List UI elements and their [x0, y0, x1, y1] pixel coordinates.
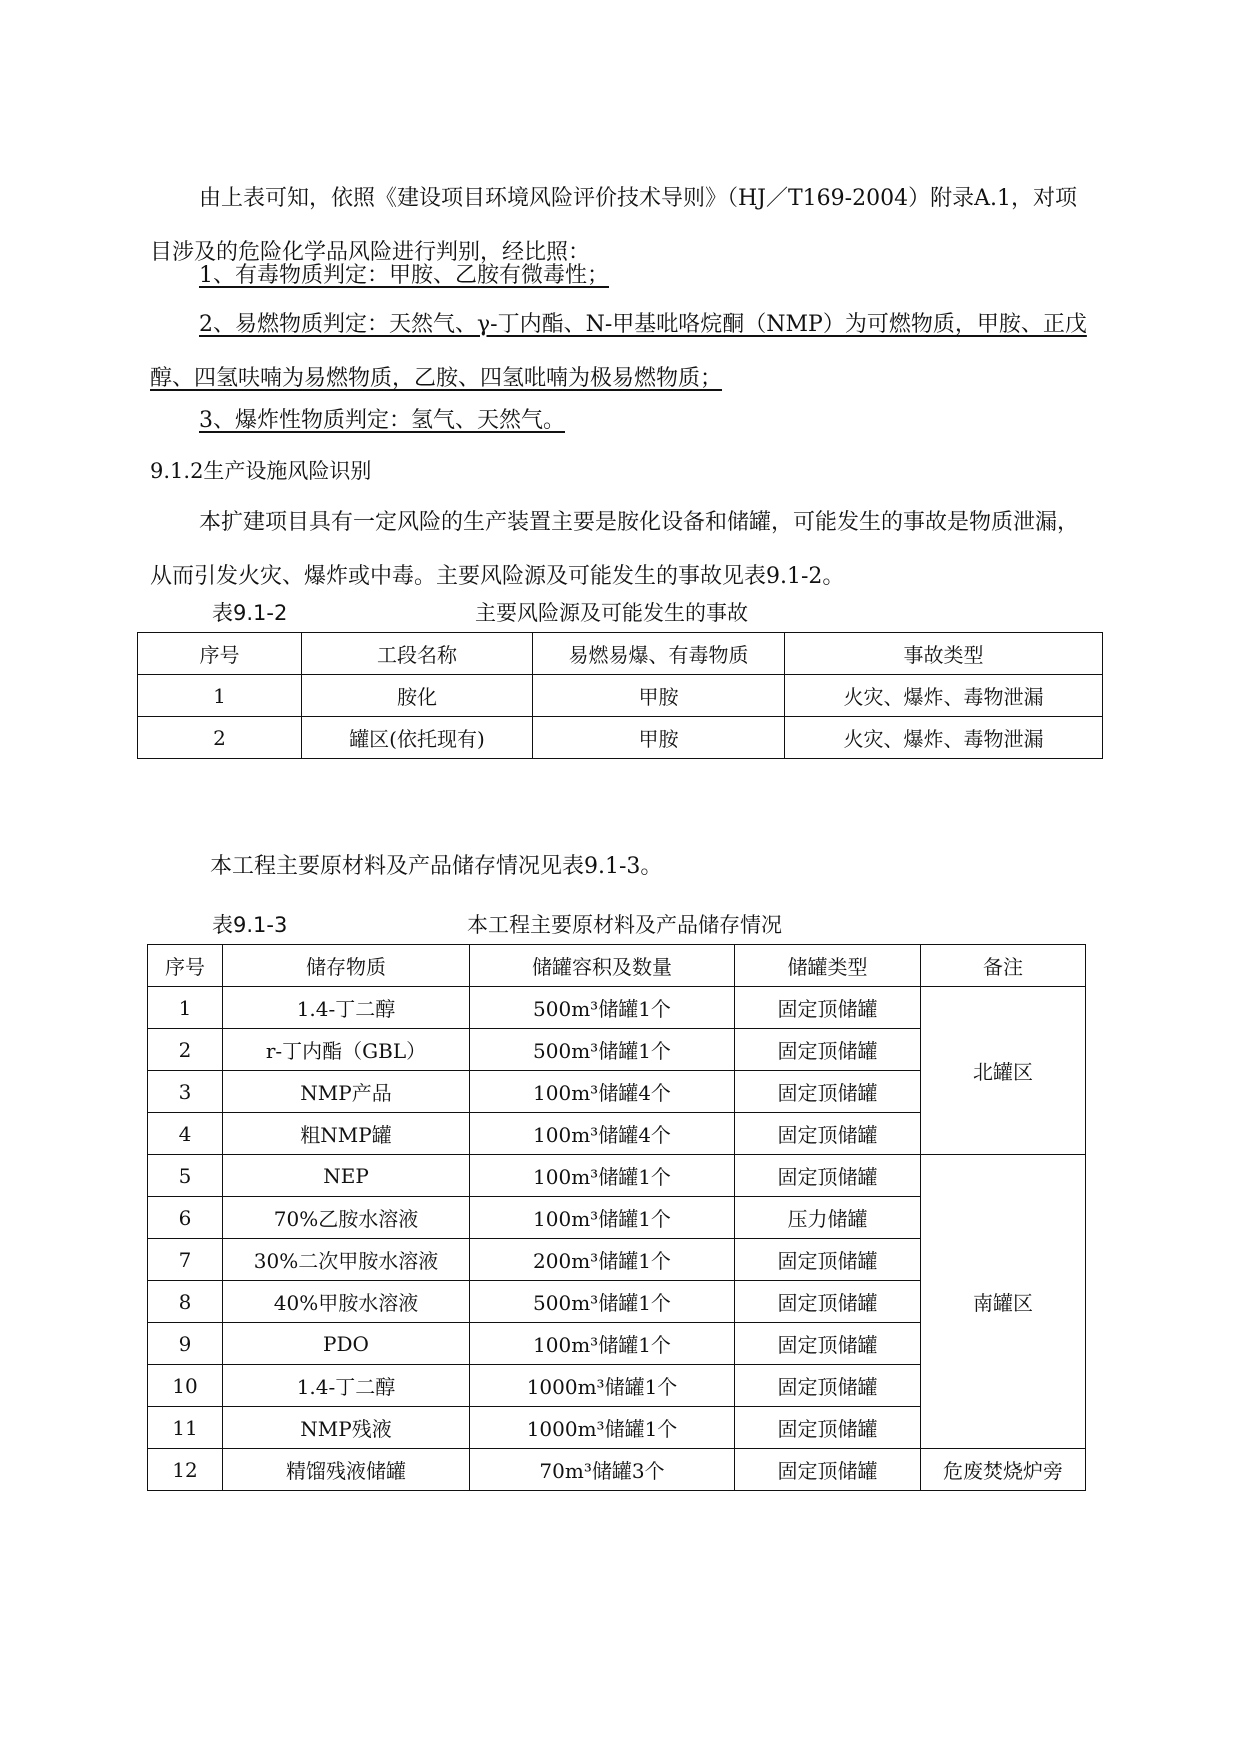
table-cell: 9	[148, 1323, 223, 1365]
table2-title: 本工程主要原材料及产品储存情况	[467, 913, 782, 937]
table-cell: 100m³储罐4个	[470, 1113, 735, 1155]
table-cell: 6	[148, 1197, 223, 1239]
table-cell: 500m³储罐1个	[470, 1281, 735, 1323]
table-header-cell: 序号	[148, 945, 223, 987]
table-cell: 2	[138, 717, 302, 759]
table-cell: 压力储罐	[735, 1197, 921, 1239]
table-cell: 12	[148, 1449, 223, 1491]
judgement-2: 2、易燃物质判定：天然气、γ-丁内酯、N-甲基吡咯烷酮（NMP）为可燃物质，甲胺、正戊醇、四氢呋喃为易燃物质，乙胺、四氢吡喃为极易燃物质；	[150, 312, 1087, 391]
table-cell: 固定顶储罐	[735, 1113, 921, 1155]
table-header-cell: 事故类型	[785, 633, 1103, 675]
table-row	[138, 717, 1103, 759]
table-row	[148, 1449, 1086, 1491]
table1-title: 主要风险源及可能发生的事故	[475, 601, 748, 625]
table-cell: NMP产品	[223, 1071, 470, 1113]
table-cell: 4	[148, 1113, 223, 1155]
table-header-cell: 储罐容积及数量	[470, 945, 735, 987]
table-cell: 7	[148, 1239, 223, 1281]
table-header-cell: 易燃易爆、有毒物质	[533, 633, 785, 675]
table-cell: 100m³储罐1个	[470, 1323, 735, 1365]
table-cell: 固定顶储罐	[735, 1449, 921, 1491]
judgement-1: 1、有毒物质判定：甲胺、乙胺有微毒性；	[199, 263, 609, 288]
table-cell: 11	[148, 1407, 223, 1449]
table-cell: 粗NMP罐	[223, 1113, 470, 1155]
intro-paragraph: 由上表可知，依照《建设项目环境风险评价技术导则》（HJ／T169-2004）附录A.1，对项目涉及的危险化学品风险进行判别，经比照：	[150, 186, 1077, 265]
table-cell: 30%二次甲胺水溶液	[223, 1239, 470, 1281]
table-cell: 40%甲胺水溶液	[223, 1281, 470, 1323]
table-cell: 1000m³储罐1个	[470, 1365, 735, 1407]
table-cell: 固定顶储罐	[735, 1029, 921, 1071]
table-cell: 100m³储罐1个	[470, 1197, 735, 1239]
table-cell: 100m³储罐4个	[470, 1071, 735, 1113]
remark-cell: 南罐区	[921, 1155, 1086, 1449]
facilities-paragraph: 本扩建项目具有一定风险的生产装置主要是胺化设备和储罐，可能发生的事故是物质泄漏，从而引发火灾、爆炸或中毒。主要风险源及可能发生的事故见表9.1-2。	[150, 510, 1080, 589]
table-cell: 200m³储罐1个	[470, 1239, 735, 1281]
table-row	[148, 1155, 1086, 1197]
risk-source-table	[137, 632, 1103, 759]
table-cell: 甲胺	[533, 675, 785, 717]
table-cell: 固定顶储罐	[735, 1155, 921, 1197]
table-cell: 500m³储罐1个	[470, 987, 735, 1029]
table-cell: 胺化	[302, 675, 533, 717]
table-cell: PDO	[223, 1323, 470, 1365]
table-cell: 火灾、爆炸、毒物泄漏	[785, 717, 1103, 759]
table-row	[138, 675, 1103, 717]
table-cell: 2	[148, 1029, 223, 1071]
table-cell: 3	[148, 1071, 223, 1113]
table-cell: NMP残液	[223, 1407, 470, 1449]
table-header-row	[138, 633, 1103, 675]
table-cell: NEP	[223, 1155, 470, 1197]
table-cell: 固定顶储罐	[735, 1071, 921, 1113]
storage-table	[147, 944, 1086, 1491]
table-cell: 8	[148, 1281, 223, 1323]
table-cell: 甲胺	[533, 717, 785, 759]
table-header-row	[148, 945, 1086, 987]
table-cell: 5	[148, 1155, 223, 1197]
table-cell: 1.4-丁二醇	[223, 1365, 470, 1407]
table-row	[148, 987, 1086, 1029]
remark-cell: 北罐区	[921, 987, 1086, 1155]
table-header-cell: 储罐类型	[735, 945, 921, 987]
table-cell: 固定顶储罐	[735, 1365, 921, 1407]
table-header-cell: 工段名称	[302, 633, 533, 675]
table-cell: 70m³储罐3个	[470, 1449, 735, 1491]
table1-number: 表9.1-2	[212, 601, 288, 625]
table-cell: 70%乙胺水溶液	[223, 1197, 470, 1239]
section-heading: 9.1.2生产设施风险识别	[150, 459, 372, 483]
table-cell: 500m³储罐1个	[470, 1029, 735, 1071]
table-cell: 火灾、爆炸、毒物泄漏	[785, 675, 1103, 717]
table-header-cell: 序号	[138, 633, 302, 675]
table-cell: 固定顶储罐	[735, 1407, 921, 1449]
table-cell: 100m³储罐1个	[470, 1155, 735, 1197]
table2-number: 表9.1-3	[212, 913, 288, 937]
table-cell: 1000m³储罐1个	[470, 1407, 735, 1449]
table-cell: r-丁内酯（GBL）	[223, 1029, 470, 1071]
table-cell: 1	[138, 675, 302, 717]
table-cell: 固定顶储罐	[735, 1323, 921, 1365]
table-cell: 10	[148, 1365, 223, 1407]
table-cell: 精馏残液储罐	[223, 1449, 470, 1491]
judgement-3: 3、爆炸性物质判定：氢气、天然气。	[199, 408, 565, 433]
table-cell: 1	[148, 987, 223, 1029]
table-header-cell: 储存物质	[223, 945, 470, 987]
table-cell: 1.4-丁二醇	[223, 987, 470, 1029]
table-cell: 固定顶储罐	[735, 1239, 921, 1281]
storage-paragraph: 本工程主要原材料及产品储存情况见表9.1-3。	[210, 854, 663, 879]
table-cell: 固定顶储罐	[735, 1281, 921, 1323]
table-header-cell: 备注	[921, 945, 1086, 987]
table-cell: 罐区(依托现有)	[302, 717, 533, 759]
table-cell: 固定顶储罐	[735, 987, 921, 1029]
remark-cell: 危废焚烧炉旁	[921, 1449, 1086, 1491]
